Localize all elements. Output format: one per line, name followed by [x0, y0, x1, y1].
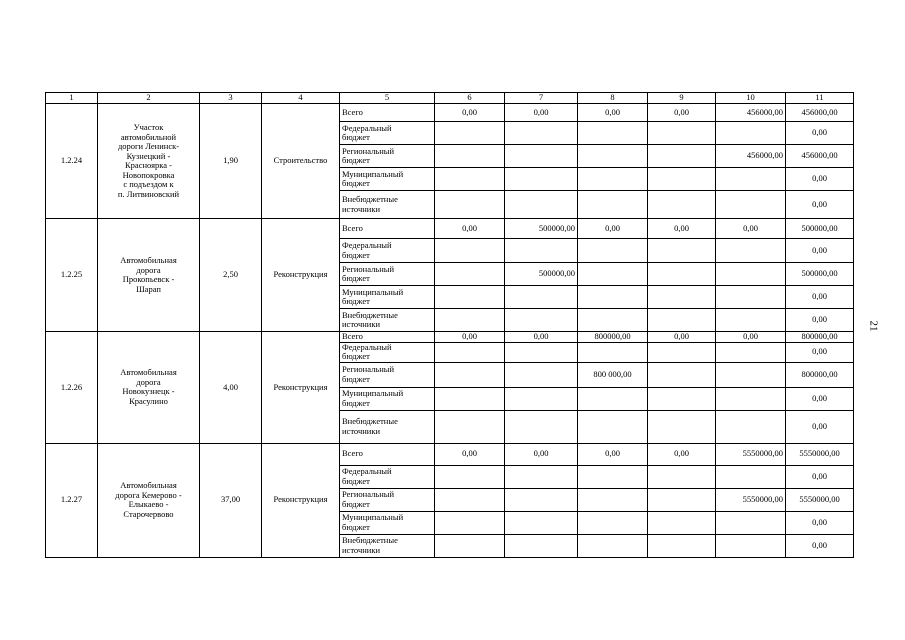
funding-source-label: Внебюджетные источники — [340, 410, 435, 443]
funding-source-label: Внебюджетные источники — [340, 309, 435, 332]
value-cell — [435, 362, 505, 387]
funding-source-label: Всего — [340, 104, 435, 122]
column-header: 4 — [262, 93, 340, 104]
value-cell — [648, 387, 716, 410]
value-cell — [716, 122, 786, 145]
item-work-type: Реконструкция — [262, 332, 340, 444]
column-header: 10 — [716, 93, 786, 104]
table-row — [46, 219, 854, 239]
value-cell — [716, 465, 786, 488]
value-cell: 0,00 — [435, 219, 505, 239]
value-cell — [435, 191, 505, 219]
value-cell — [648, 286, 716, 309]
value-cell — [505, 387, 578, 410]
value-cell — [648, 122, 716, 145]
column-header: 1 — [46, 93, 98, 104]
funding-source-label: Муниципальный бюджет — [340, 286, 435, 309]
value-cell — [648, 191, 716, 219]
value-cell: 456000,00 — [786, 104, 854, 122]
table-row — [46, 443, 854, 465]
value-cell — [578, 191, 648, 219]
value-cell: 5550000,00 — [716, 443, 786, 465]
value-cell — [578, 122, 648, 145]
value-cell — [716, 387, 786, 410]
value-cell — [716, 286, 786, 309]
value-cell: 0,00 — [786, 286, 854, 309]
value-cell: 0,00 — [505, 104, 578, 122]
value-cell: 5550000,00 — [786, 488, 854, 511]
header-row — [46, 93, 854, 104]
value-cell — [648, 263, 716, 286]
value-cell: 800000,00 — [786, 362, 854, 387]
page-number: 21 — [867, 320, 880, 332]
column-header: 2 — [98, 93, 200, 104]
item-name: Автомобильная дорога Прокопьевск - Шарап — [98, 219, 200, 332]
value-cell — [505, 511, 578, 534]
item-length: 37,00 — [200, 443, 262, 557]
value-cell — [435, 342, 505, 362]
value-cell: 0,00 — [786, 465, 854, 488]
value-cell — [578, 511, 648, 534]
value-cell — [716, 239, 786, 263]
value-cell — [648, 239, 716, 263]
funding-source-label: Всего — [340, 332, 435, 343]
value-cell — [578, 534, 648, 557]
column-header: 9 — [648, 93, 716, 104]
funding-source-label: Региональный бюджет — [340, 488, 435, 511]
value-cell: 0,00 — [505, 443, 578, 465]
column-header: 7 — [505, 93, 578, 104]
value-cell: 0,00 — [648, 332, 716, 343]
value-cell — [578, 239, 648, 263]
funding-source-label: Всего — [340, 219, 435, 239]
value-cell — [505, 410, 578, 443]
funding-source-label: Внебюджетные источники — [340, 191, 435, 219]
item-code: 1.2.27 — [46, 443, 98, 557]
value-cell — [505, 286, 578, 309]
value-cell — [578, 410, 648, 443]
value-cell — [505, 534, 578, 557]
item-length: 1,90 — [200, 104, 262, 219]
value-cell: 0,00 — [786, 239, 854, 263]
item-code: 1.2.26 — [46, 332, 98, 444]
value-cell — [505, 488, 578, 511]
value-cell: 0,00 — [578, 104, 648, 122]
value-cell — [435, 410, 505, 443]
value-cell — [505, 145, 578, 168]
column-header: 5 — [340, 93, 435, 104]
funding-source-label: Муниципальный бюджет — [340, 511, 435, 534]
value-cell — [648, 511, 716, 534]
column-header: 11 — [786, 93, 854, 104]
value-cell — [435, 511, 505, 534]
value-cell — [648, 309, 716, 332]
value-cell — [505, 191, 578, 219]
value-cell — [716, 362, 786, 387]
value-cell — [716, 168, 786, 191]
funding-source-label: Федеральный бюджет — [340, 122, 435, 145]
value-cell — [648, 145, 716, 168]
value-cell — [578, 145, 648, 168]
funding-source-label: Муниципальный бюджет — [340, 387, 435, 410]
value-cell: 0,00 — [648, 219, 716, 239]
value-cell — [435, 534, 505, 557]
value-cell: 0,00 — [435, 332, 505, 343]
value-cell — [435, 122, 505, 145]
value-cell — [648, 342, 716, 362]
table-row — [46, 104, 854, 122]
item-work-type: Реконструкция — [262, 443, 340, 557]
funding-source-label: Региональный бюджет — [340, 362, 435, 387]
value-cell: 0,00 — [786, 309, 854, 332]
value-cell — [505, 342, 578, 362]
value-cell — [648, 488, 716, 511]
value-cell — [578, 286, 648, 309]
value-cell: 0,00 — [786, 387, 854, 410]
value-cell: 0,00 — [578, 219, 648, 239]
table-body — [46, 93, 854, 558]
value-cell: 0,00 — [648, 443, 716, 465]
item-work-type: Реконструкция — [262, 219, 340, 332]
value-cell: 0,00 — [648, 104, 716, 122]
item-length: 4,00 — [200, 332, 262, 444]
value-cell — [435, 488, 505, 511]
value-cell: 456000,00 — [716, 145, 786, 168]
value-cell — [435, 309, 505, 332]
value-cell — [435, 168, 505, 191]
value-cell — [648, 168, 716, 191]
value-cell: 0,00 — [786, 534, 854, 557]
value-cell — [578, 263, 648, 286]
funding-source-label: Внебюджетные источники — [340, 534, 435, 557]
value-cell: 500000,00 — [786, 219, 854, 239]
budget-table — [45, 92, 854, 558]
table-row — [46, 332, 854, 343]
value-cell — [578, 465, 648, 488]
value-cell: 0,00 — [786, 410, 854, 443]
value-cell: 0,00 — [786, 122, 854, 145]
value-cell — [716, 191, 786, 219]
value-cell — [435, 263, 505, 286]
value-cell — [435, 286, 505, 309]
item-name: Участок автомобильной дороги Ленинск- Кузнецкий - Красноярка - Новопокровка с подъездом к п. Литвиновский — [98, 104, 200, 219]
value-cell: 456000,00 — [716, 104, 786, 122]
funding-source-label: Региональный бюджет — [340, 145, 435, 168]
item-code: 1.2.24 — [46, 104, 98, 219]
value-cell — [578, 488, 648, 511]
value-cell — [648, 534, 716, 557]
value-cell: 0,00 — [786, 168, 854, 191]
value-cell — [505, 465, 578, 488]
item-name: Автомобильная дорога Новокузнецк - Красулино — [98, 332, 200, 444]
value-cell — [578, 387, 648, 410]
funding-source-label: Федеральный бюджет — [340, 342, 435, 362]
value-cell: 500000,00 — [505, 263, 578, 286]
value-cell — [435, 387, 505, 410]
value-cell — [505, 362, 578, 387]
value-cell: 0,00 — [786, 342, 854, 362]
value-cell — [505, 168, 578, 191]
value-cell: 0,00 — [435, 443, 505, 465]
value-cell: 0,00 — [786, 191, 854, 219]
funding-source-label: Федеральный бюджет — [340, 239, 435, 263]
item-name: Автомобильная дорога Кемерово - Елыкаево - Старочервово — [98, 443, 200, 557]
column-header: 8 — [578, 93, 648, 104]
value-cell: 0,00 — [716, 332, 786, 343]
value-cell — [435, 239, 505, 263]
funding-source-label: Региональный бюджет — [340, 263, 435, 286]
value-cell: 500000,00 — [505, 219, 578, 239]
value-cell — [716, 511, 786, 534]
value-cell: 456000,00 — [786, 145, 854, 168]
value-cell — [505, 309, 578, 332]
value-cell — [578, 168, 648, 191]
value-cell — [435, 145, 505, 168]
value-cell — [648, 465, 716, 488]
value-cell: 5550000,00 — [786, 443, 854, 465]
funding-source-label: Всего — [340, 443, 435, 465]
value-cell: 5550000,00 — [716, 488, 786, 511]
value-cell — [578, 342, 648, 362]
value-cell: 800000,00 — [578, 332, 648, 343]
value-cell: 0,00 — [716, 219, 786, 239]
value-cell: 0,00 — [435, 104, 505, 122]
value-cell — [716, 410, 786, 443]
funding-source-label: Федеральный бюджет — [340, 465, 435, 488]
column-header: 6 — [435, 93, 505, 104]
item-work-type: Строительство — [262, 104, 340, 219]
value-cell — [716, 342, 786, 362]
value-cell: 800000,00 — [786, 332, 854, 343]
value-cell — [578, 309, 648, 332]
value-cell — [435, 465, 505, 488]
value-cell: 0,00 — [786, 511, 854, 534]
value-cell — [505, 239, 578, 263]
funding-source-label: Муниципальный бюджет — [340, 168, 435, 191]
value-cell — [716, 534, 786, 557]
value-cell — [716, 309, 786, 332]
value-cell — [716, 263, 786, 286]
value-cell — [648, 410, 716, 443]
value-cell: 0,00 — [578, 443, 648, 465]
value-cell: 0,00 — [505, 332, 578, 343]
value-cell: 800 000,00 — [578, 362, 648, 387]
item-code: 1.2.25 — [46, 219, 98, 332]
value-cell — [505, 122, 578, 145]
column-header: 3 — [200, 93, 262, 104]
item-length: 2,50 — [200, 219, 262, 332]
value-cell: 500000,00 — [786, 263, 854, 286]
value-cell — [648, 362, 716, 387]
